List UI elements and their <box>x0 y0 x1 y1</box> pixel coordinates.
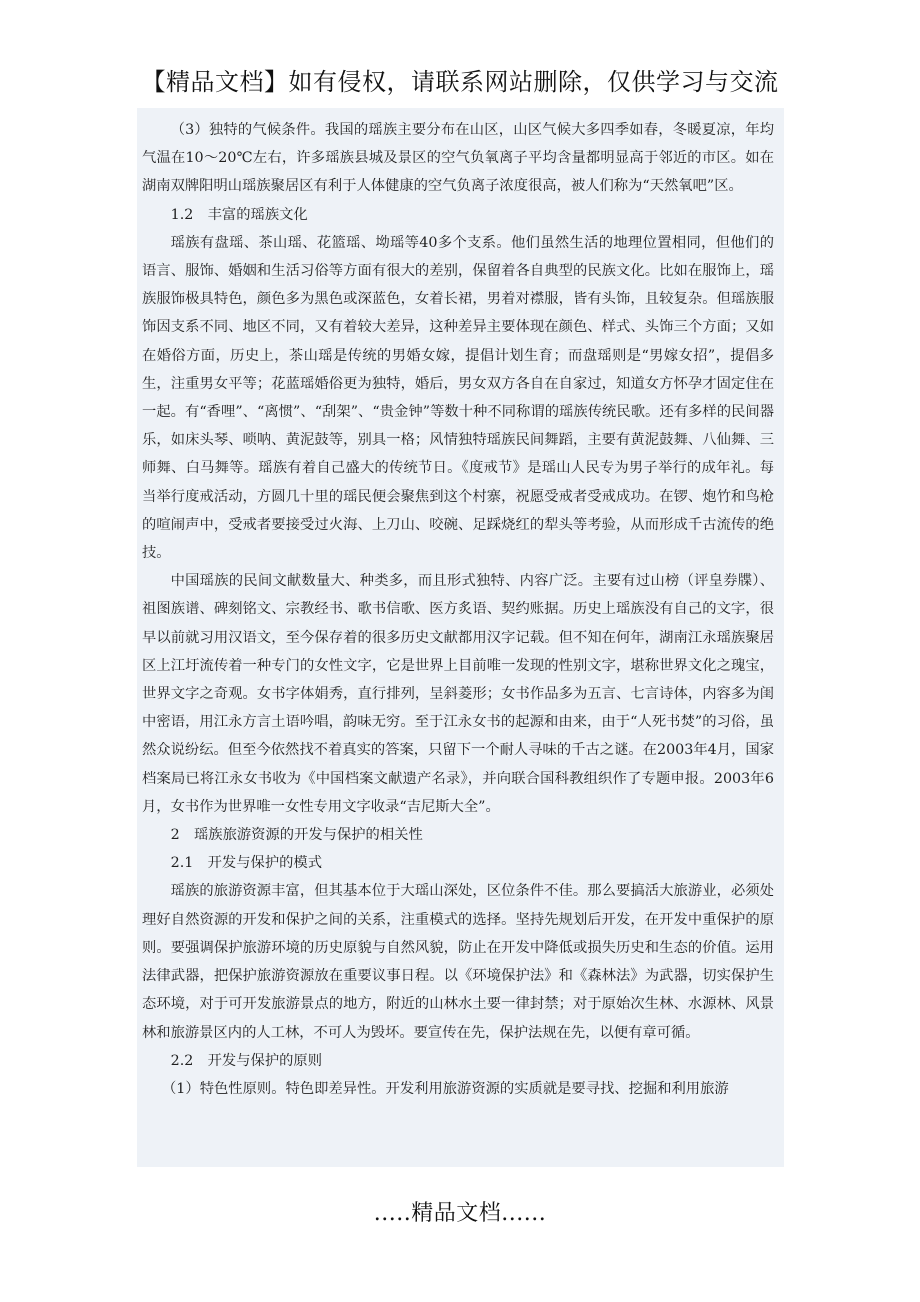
paragraph-culture: 瑶族有盘瑶、茶山瑶、花篮瑶、坳瑶等40多个支系。他们虽然生活的地理位置相同，但他们的语言、服饰、婚姻和生活习俗等方面有很大的差别，保留着各自典型的民族文化。比如在服饰上，瑶族服饰极具特色，颜色多为黑色或深蓝色，女着长裙，男着对襟服，皆有头饰，且较复杂。但瑶族服饰因支系不同、地区不同，又有着较大差异，这种差异主要体现在颜色、样式、头饰三个方面；又如在婚俗方面，历史上，茶山瑶是传统的男婚女嫁，提倡计划生育；而盘瑶则是“男嫁女招”，提倡多生，注重男女平等；花蓝瑶婚俗更为独特，婚后，男女双方各自在自家过，知道女方怀孕才固定住在一起。有“香哩”、“离惯”、“刮架”、“贵金钟”等数十种不同称谓的瑶族传统民歌。还有多样的民间器乐，如床头琴、唢呐、黄泥鼓等，别具一格；风情独特瑶族民间舞蹈，主要有黄泥鼓舞、八仙舞、三师舞、白马舞等。瑶族有着自己盛大的传统节日。《度戒节》是瑶山人民专为男子举行的成年礼。每当举行度戒活动，方圆几十里的瑶民便会聚焦到这个村寨，祝愿受戒者受戒成功。在锣、炮竹和鸟枪的喧闹声中，受戒者要接受过火海、上刀山、咬碗、足踩烧红的犁头等考验，从而形成千古流传的绝技。 <box>142 234 774 562</box>
section-heading-2-1: 2.1 开发与保护的模式 <box>170 855 323 872</box>
page-footer: .....精品文档...... <box>373 1201 547 1226</box>
paragraph-principle: （1）特色性原则。特色即差异性。开发利用旅游资源的实质就是要寻找、挖掘和利用旅游 <box>162 1080 729 1097</box>
section-heading-2: 2 瑶族旅游资源的开发与保护的相关性 <box>170 827 423 844</box>
paragraph-literature: 中国瑶族的民间文献数量大、种类多，而且形式独特、内容广泛。主要有过山榜（评皇券牒）、祖图族谱、碑刻铭文、宗教经书、歌书信歌、医方炙语、契约账据。历史上瑶族没有自己的文字，很早以前就习用汉语文，至今保存着的很多历史文献都用汉字记载。但不知在何年，湖南江永瑶族聚居区上江圩流传着一种专门的女性文字，它是世界上目前唯一发现的性别文字，堪称世界文化之瑰宝，世界文字之奇观。女书字体娟秀，直行排列，呈斜菱形；女书作品多为五言、七言诗体，内容多为闺中密语，用江永方言土语吟唱，韵味无穷。至于江永女书的起源和由来，由于“人死书焚”的习俗，虽然众说纷纭。但至今依然找不着真实的答案，只留下一个耐人寻味的千古之谜。在2003年4月，国家档案局已将江永女书收为《中国档案文献遗产名录》，并向联合国科教组织作了专题申报。2003年6月，女书作为世界唯一女性专用文字收录“吉尼斯大全”。 <box>142 573 774 815</box>
document-body <box>137 108 784 1167</box>
section-heading-1-2: 1.2 丰富的瑶族文化 <box>170 206 308 223</box>
paragraph-mode: 瑶族的旅游资源丰富，但其基本位于大瑶山深处，区位条件不佳。那么要搞活大旅游业，必须处理好自然资源的开发和保护之间的关系，注重模式的选择。坚持先规划后开发，在开发中重保护的原则。要强调保护旅游环境的历史原貌与自然风貌，防止在开发中降低或损失历史和生态的价值。运用法律武器，把保护旅游资源放在重要议事日程。以《环境保护法》和《森林法》为武器，切实保护生态环境，对于可开发旅游景点的地方，附近的山林水土要一律封禁；对于原始次生林、水源林、风景林和旅游景区内的人工林，不可人为毁坏。要宣传在先，保护法规在先，以便有章可循。 <box>142 883 774 1041</box>
page-header: 【精品文档】如有侵权，请联系网站删除，仅供学习与交流 <box>141 68 779 96</box>
section-heading-2-2: 2.2 开发与保护的原则 <box>170 1052 323 1069</box>
paragraph-climate: （3）独特的气候条件。我国的瑶族主要分布在山区，山区气候大多四季如春，冬暖夏凉，年均气温在10～20℃左右，许多瑶族县城及景区的空气负氧离子平均含量都明显高于邻近的市区。如在湖南双牌阳明山瑶族聚居区有利于人体健康的空气负离子浓度很高，被人们称为“天然氧吧”区。 <box>142 122 774 195</box>
